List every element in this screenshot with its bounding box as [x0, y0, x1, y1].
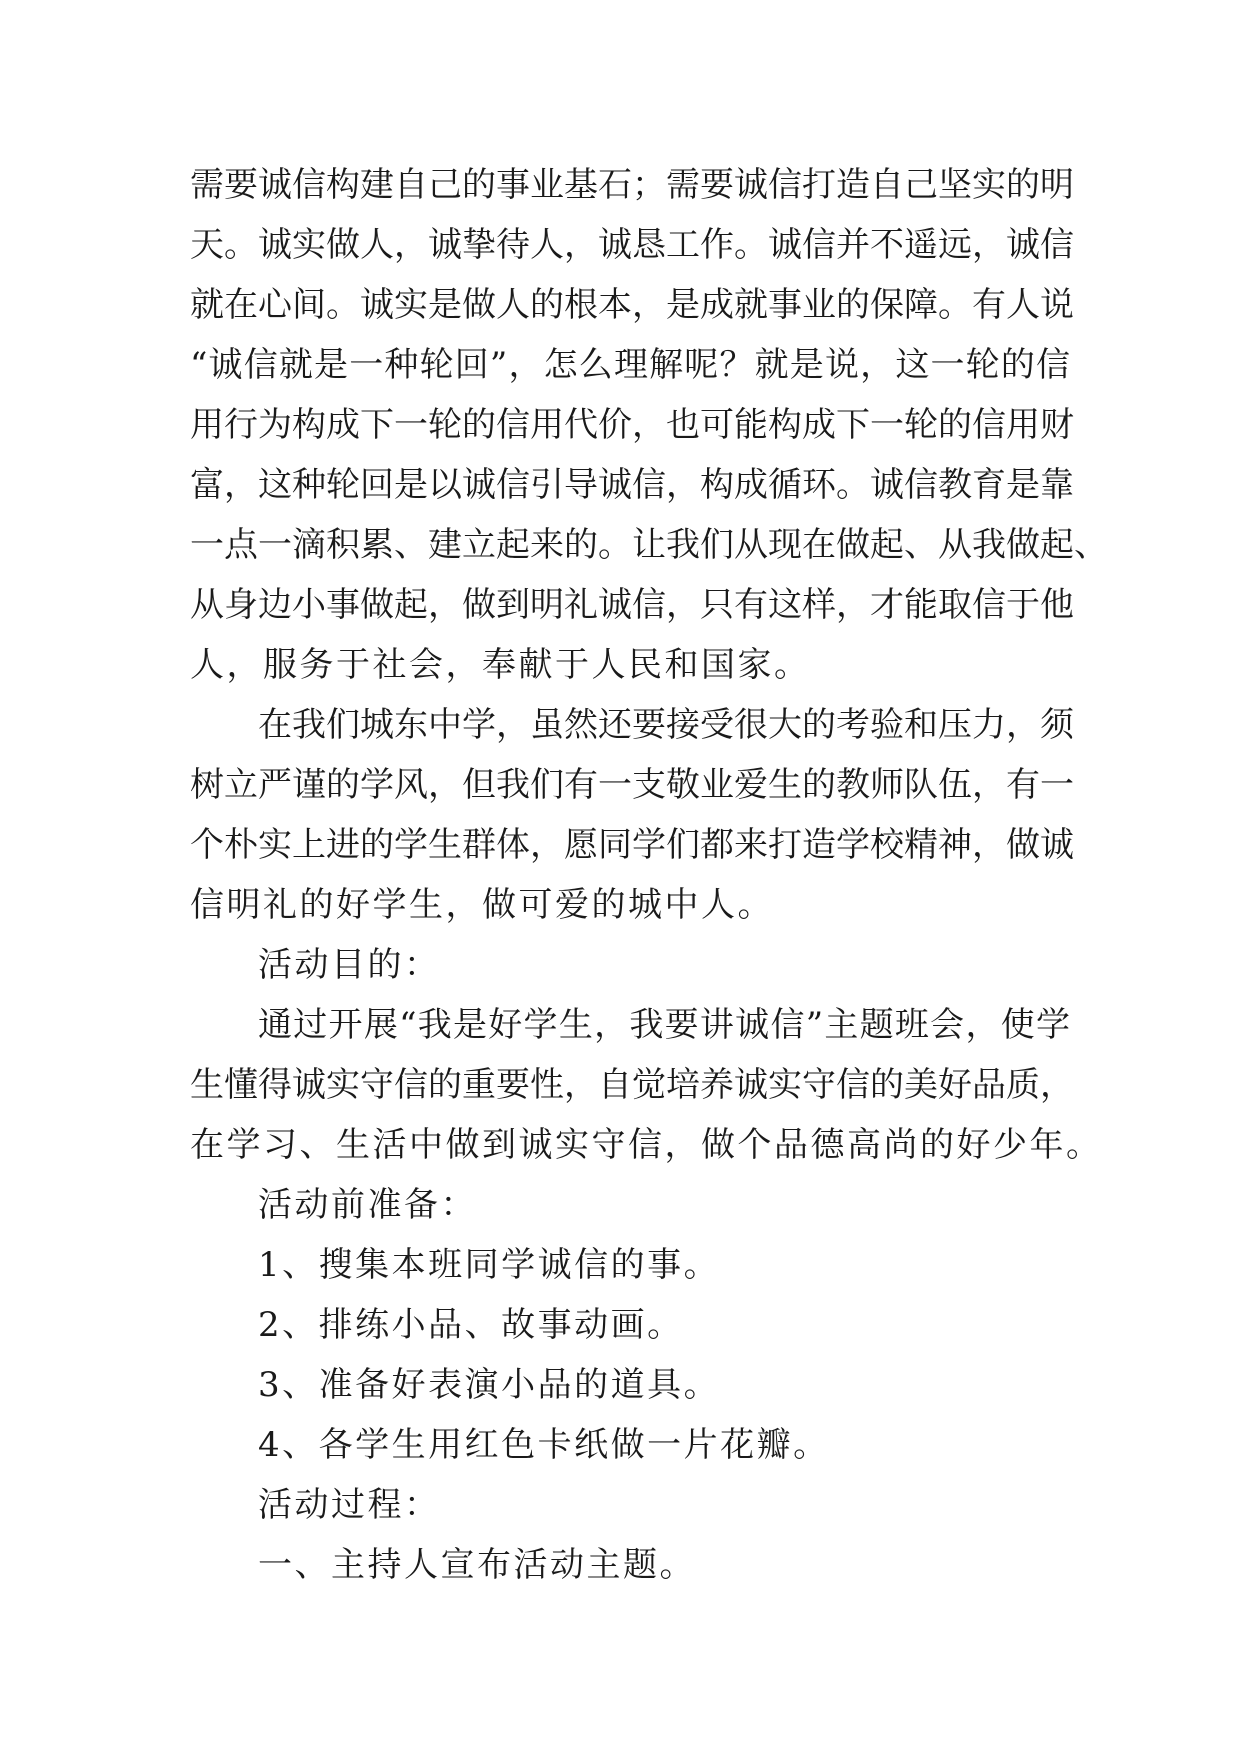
- paragraph-line: 需要诚信构建自己的事业基石；需要诚信打造自己坚实的明: [190, 165, 1074, 205]
- paragraph-line: 信明礼的好学生，做可爱的城中人。: [190, 885, 774, 925]
- list-item: 2、排练小品、故事动画。: [258, 1305, 684, 1345]
- paragraph-line: 个朴实上进的学生群体，愿同学们都来打造学校精神，做诚: [190, 825, 1074, 865]
- paragraph-line: 从身边小事做起，做到明礼诚信，只有这样，才能取信于他: [190, 585, 1074, 625]
- paragraph-line: 在我们城东中学，虽然还要接受很大的考验和压力，须: [258, 705, 1074, 745]
- list-item: 一、主持人宣布活动主题。: [258, 1545, 696, 1585]
- section-heading: 活动前准备：: [258, 1185, 477, 1225]
- list-item: 4、各学生用红色卡纸做一片花瓣。: [258, 1425, 830, 1465]
- paragraph-line: 一点一滴积累、建立起来的。让我们从现在做起、从我做起、: [190, 525, 1108, 565]
- paragraph-line: 树立严谨的学风，但我们有一支敬业爱生的教师队伍，有一: [190, 765, 1074, 805]
- paragraph-line: 用行为构成下一轮的信用代价，也可能构成下一轮的信用财: [190, 405, 1074, 445]
- paragraph-line: 就在心间。诚实是做人的根本，是成就事业的保障。有人说: [190, 285, 1074, 325]
- paragraph-line: 人，服务于社会，奉献于人民和国家。: [190, 645, 811, 685]
- list-item: 1、搜集本班同学诚信的事。: [258, 1245, 721, 1285]
- paragraph-line: 富，这种轮回是以诚信引导诚信，构成循环。诚信教育是靠: [190, 465, 1074, 505]
- section-heading: 活动过程：: [258, 1485, 441, 1525]
- list-item: 3、准备好表演小品的道具。: [258, 1365, 721, 1405]
- paragraph-line: 天。诚实做人，诚挚待人，诚恳工作。诚信并不遥远，诚信: [190, 225, 1074, 265]
- paragraph-line: 在学习、生活中做到诚实守信，做个品德高尚的好少年。: [190, 1125, 1103, 1165]
- paragraph-line: 生懂得诚实守信的重要性，自觉培养诚实守信的美好品质，: [190, 1065, 1074, 1105]
- document-body: [190, 155, 1108, 1595]
- paragraph-line: “诚信就是一种轮回”，怎么理解呢？就是说，这一轮的信: [190, 345, 1070, 385]
- paragraph-line: 通过开展“我是好学生，我要讲诚信”主题班会，使学: [258, 1005, 1070, 1045]
- section-heading: 活动目的：: [258, 945, 441, 985]
